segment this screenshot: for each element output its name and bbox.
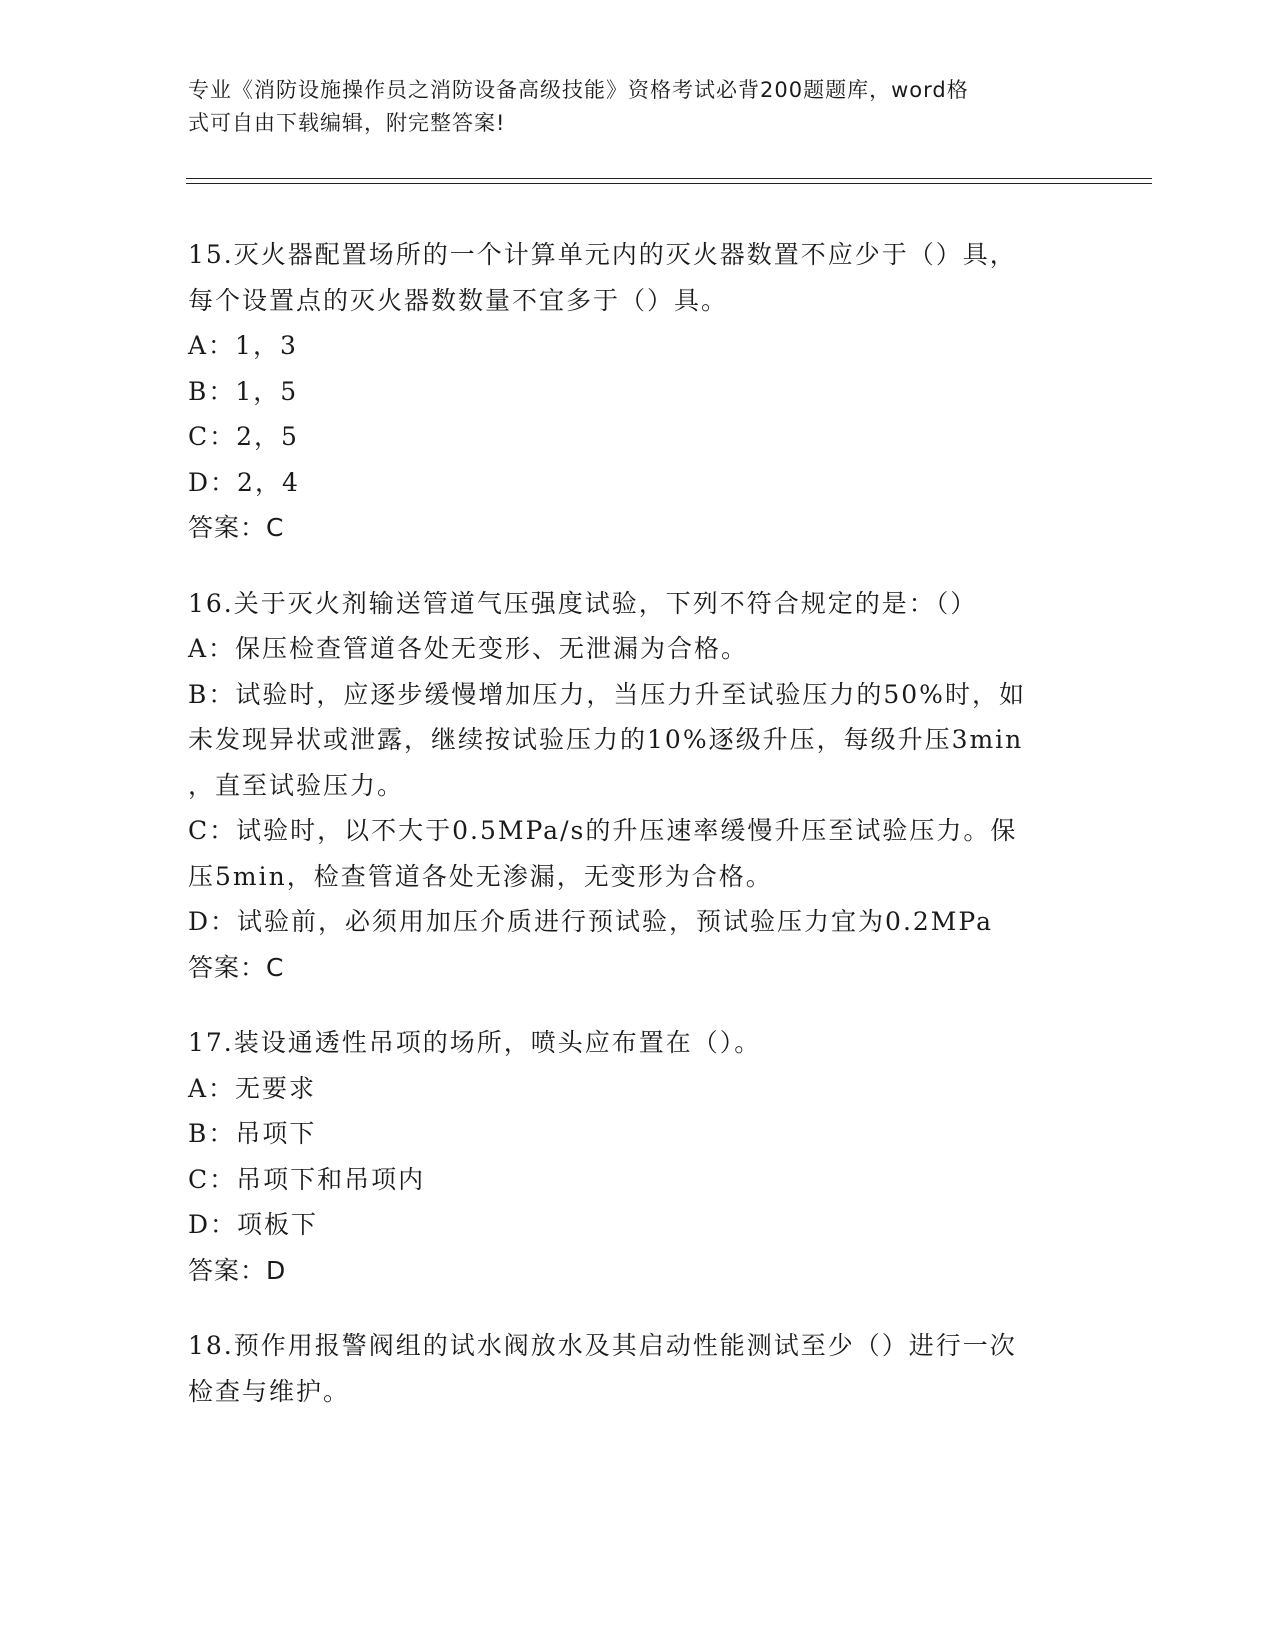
question-17 bbox=[188, 1020, 1088, 1293]
header-divider-top bbox=[186, 178, 1152, 179]
option-b-line: ，直至试验压力。 bbox=[188, 770, 405, 800]
question-stem-line: 每个设置点的灭火器数数量不宜多于（）具。 bbox=[188, 285, 729, 315]
option-b bbox=[188, 672, 1088, 809]
answer-line: 答案：D bbox=[188, 1255, 287, 1285]
question-list bbox=[188, 232, 1088, 1444]
question-16 bbox=[188, 581, 1088, 991]
option-c-line: 压5min，检查管道各处无渗漏，无变形为合格。 bbox=[188, 861, 773, 891]
option-c bbox=[188, 808, 1088, 899]
question-stem-line: 15.灭火器配置场所的一个计算单元内的灭火器数置不应少于（）具， bbox=[188, 240, 1017, 269]
option-b-line: 未发现异状或泄露，继续按试验压力的10%逐级升压，每级升压3min bbox=[188, 725, 1024, 754]
option-d: D：项板下 bbox=[188, 1210, 319, 1239]
question-18 bbox=[188, 1323, 1088, 1414]
question-stem-line: 18.预作用报警阀组的试水阀放水及其启动性能测试至少（）进行一次 bbox=[188, 1331, 1017, 1360]
answer-line: 答案：C bbox=[188, 952, 285, 982]
question-15 bbox=[188, 232, 1088, 551]
answer-line: 答案：C bbox=[188, 513, 285, 542]
option-c: C：吊项下和吊项内 bbox=[188, 1164, 426, 1194]
header-line-2: 式可自由下载编辑，附完整答案! bbox=[188, 111, 506, 135]
option-a: A：1，3 bbox=[188, 331, 298, 360]
question-stem-line: 16.关于灭火剂输送管道气压强度试验，下列不符合规定的是：（） bbox=[188, 588, 978, 618]
option-a: A：保压检查管道各处无变形、无泄漏为合格。 bbox=[188, 634, 749, 663]
option-b: B：吊项下 bbox=[188, 1119, 317, 1148]
option-b-line: B：试验时，应逐步缓慢增加压力，当压力升至试验压力的50%时，如 bbox=[188, 679, 1026, 709]
question-stem-line: 检查与维护。 bbox=[188, 1376, 351, 1406]
document-header bbox=[188, 74, 1068, 140]
header-line-1: 专业《消防设施操作员之消防设备高级技能》资格考试必背200题题库，word格 bbox=[188, 78, 969, 102]
option-c-line: C：试验时，以不大于0.5MPa/s的升压速率缓慢升压至试验压力。保 bbox=[188, 816, 1018, 845]
header-divider-bottom bbox=[186, 183, 1152, 184]
option-a: A：无要求 bbox=[188, 1073, 317, 1103]
option-d: D：2，4 bbox=[188, 467, 300, 497]
option-d: D：试验前，必须用加压介质进行预试验，预试验压力宜为0.2MPa bbox=[188, 907, 994, 936]
option-c: C：2，5 bbox=[188, 422, 299, 451]
option-b: B：1，5 bbox=[188, 376, 299, 406]
question-stem-line: 17.装设通透性吊项的场所，喷头应布置在（）。 bbox=[188, 1028, 762, 1057]
